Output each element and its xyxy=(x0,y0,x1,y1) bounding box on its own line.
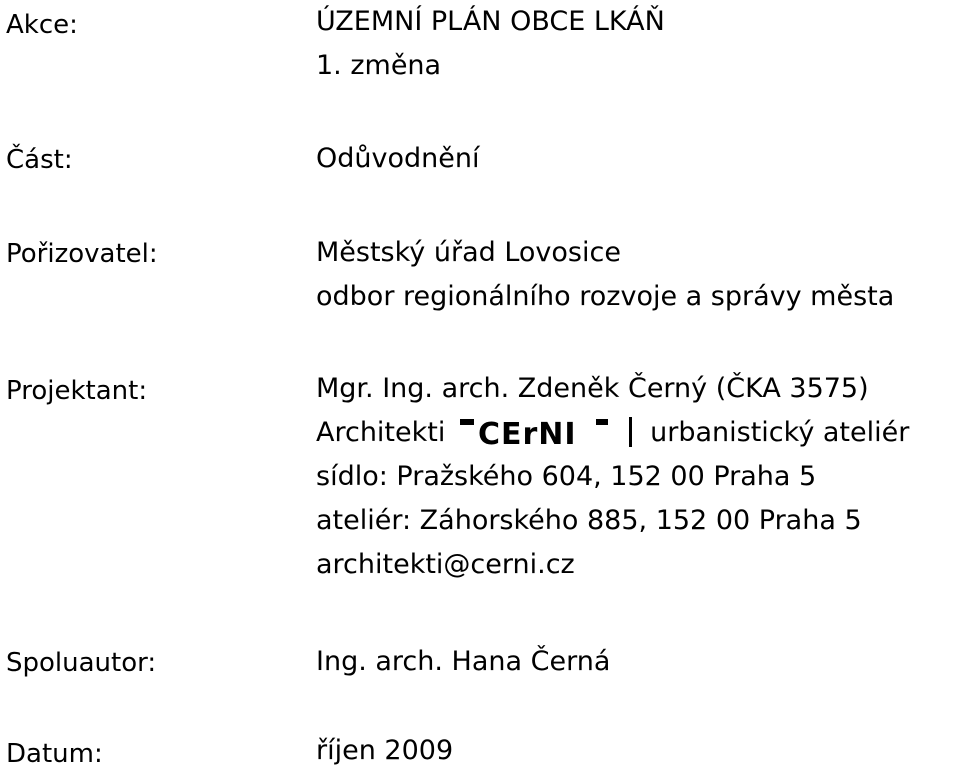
projektant-sidlo: sídlo: Pražského 604, 152 00 Praha 5 xyxy=(316,461,817,492)
projektant-name: Mgr. Ing. arch. Zdeněk Černý (ČKA 3575) xyxy=(316,373,869,404)
projektant-firm xyxy=(316,411,909,455)
porizovatel-label: Pořizovatel: xyxy=(6,239,158,269)
projektant-value xyxy=(316,367,909,587)
projektant-atelier: ateliér: Záhorského 885, 152 00 Praha 5 xyxy=(316,505,862,536)
akce-value xyxy=(316,0,665,88)
projektant-label: Projektant: xyxy=(6,376,148,406)
porizovatel-line-2: odbor regionálního rozvoje a správy města xyxy=(316,281,895,312)
spoluautor-value: Ing. arch. Hana Černá xyxy=(316,646,611,677)
porizovatel-line-1: Městský úřad Lovosice xyxy=(316,237,621,268)
akce-line-2: 1. změna xyxy=(316,50,442,81)
akce-label: Akce: xyxy=(6,10,78,40)
spoluautor-label: Spoluautor: xyxy=(6,648,157,678)
datum-label: Datum: xyxy=(6,739,103,769)
cast-value: Odůvodnění xyxy=(316,143,480,174)
firm-divider xyxy=(629,417,632,447)
cerni-logo-graphic xyxy=(460,417,610,447)
firm-prefix: Architekti xyxy=(316,417,446,448)
firm-suffix: urbanistický ateliér xyxy=(650,417,910,448)
cerni-logo xyxy=(460,417,610,447)
projektant-email: architekti@cerni.cz xyxy=(316,549,575,580)
datum-value: říjen 2009 xyxy=(316,735,454,766)
cast-label: Část: xyxy=(6,145,73,175)
cerni-logo-text: CErNI xyxy=(477,416,577,447)
akce-line-1: ÚZEMNÍ PLÁN OBCE LKÁŇ xyxy=(316,6,665,37)
porizovatel-value xyxy=(316,231,894,319)
